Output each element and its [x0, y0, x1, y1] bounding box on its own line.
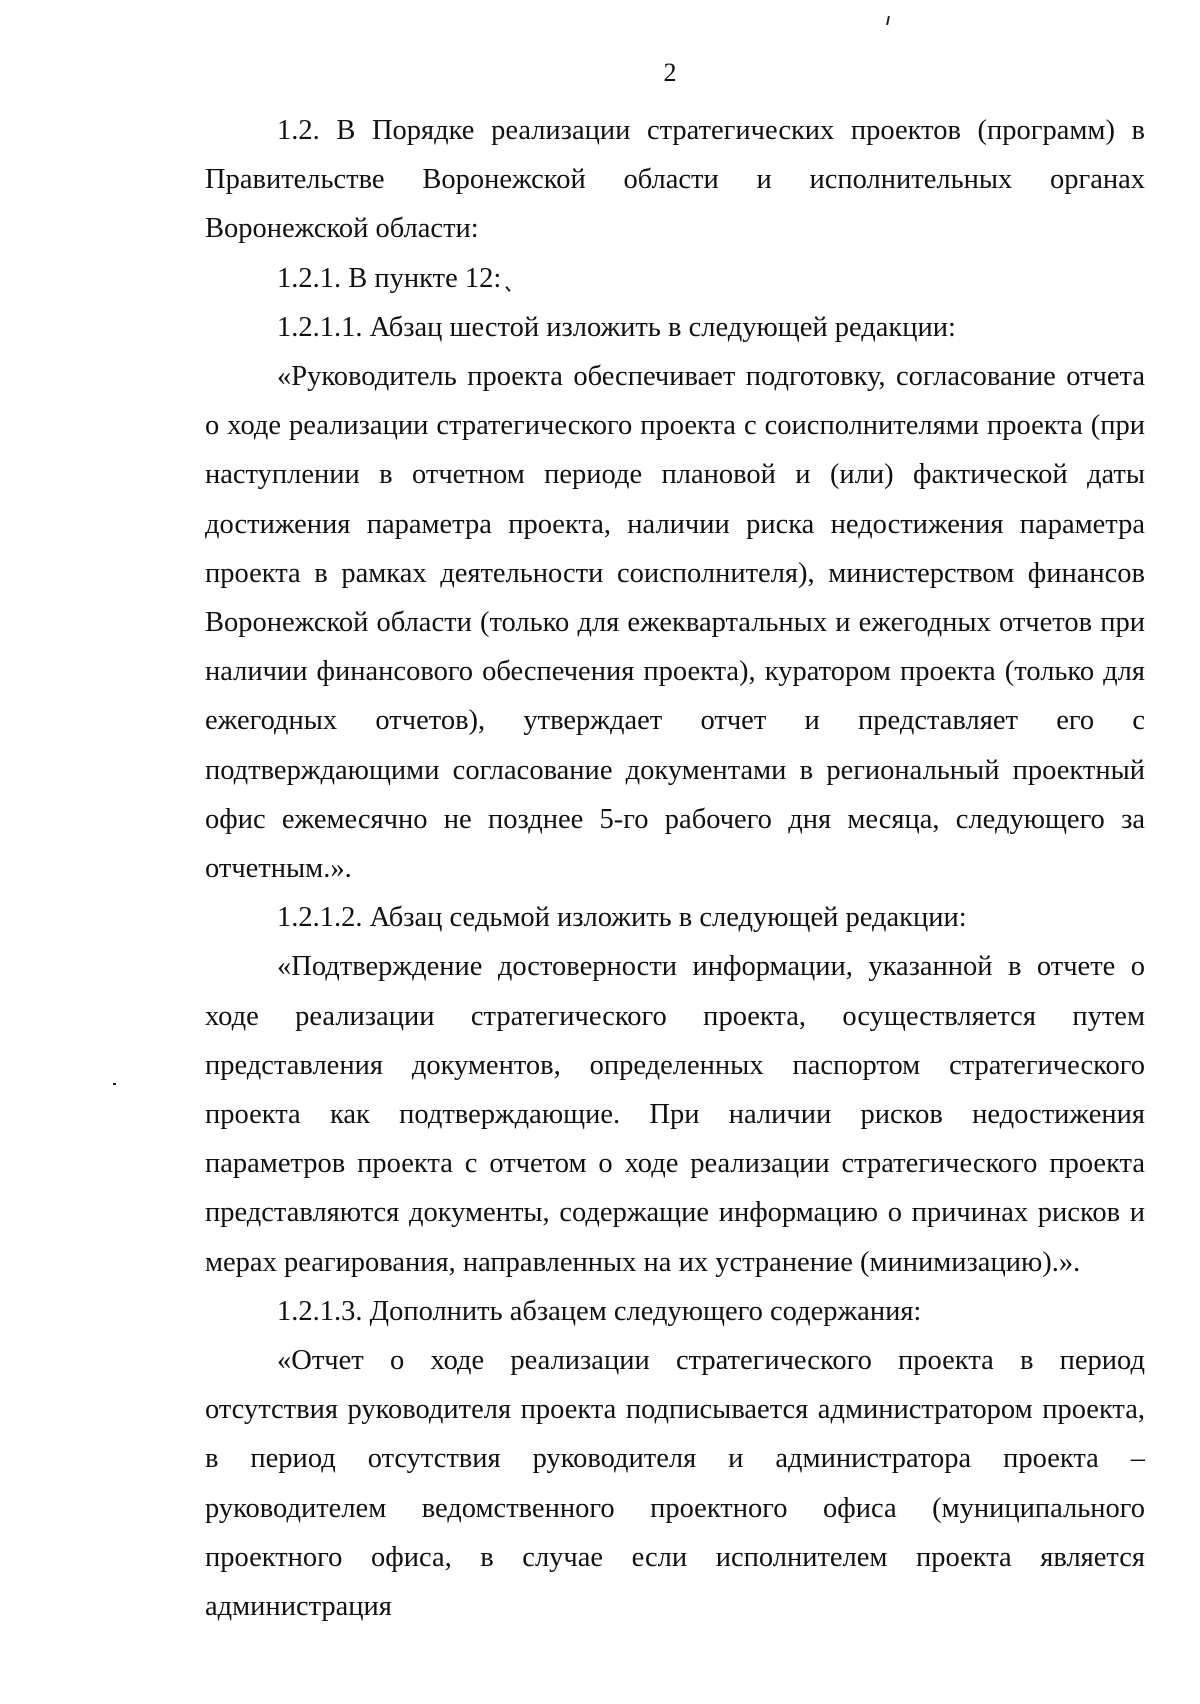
document-body: [205, 106, 1145, 1631]
quoted-paragraph-seventh: «Подтверждение достоверности информации, указанной в отчете о ходе реализации стратегического проекта, осуществляется путем представления документов, определенных паспортом стратегического проекта как подтверждающие. При наличии рисков недостижения параметров проекта с отчетом о ходе реализации стратегического проекта представляются документы, содержащие информацию о причинах рисков и мерах реагирования, направленных на их устранение (минимизацию).».: [205, 951, 1145, 1278]
paragraph-1-2-1-3: 1.2.1.3. Дополнить абзацем следующего содержания:: [277, 1295, 922, 1327]
quoted-paragraph-sixth: «Руководитель проекта обеспечивает подготовку, согласование отчета о ходе реализации стратегического проекта с соисполнителями проекта (при наступлении в отчетном периоде плановой и (или) фактической даты достижения параметра проекта, наличии риска недостижения параметра проекта в рамках деятельности соисполнителя), министерством финансов Воронежской области (только для ежеквартальных и ежегодных отчетов при наличии финансового обеспечения проекта), куратором проекта (только для ежегодных отчетов), утверждает отчет и представляет его с подтверждающими согласование документами в региональный проектный офис ежемесячно не позднее 5-го рабочего дня месяца, следующего за отчетным.».: [205, 361, 1145, 885]
paragraph-1-2-1-1: 1.2.1.1. Абзац шестой изложить в следующей редакции:: [277, 311, 956, 343]
quoted-paragraph-additional: «Отчет о ходе реализации стратегического проекта в период отсутствия руководителя проекта подписывается администратором проекта, в период отсутствия руководителя и администратора проекта – руководителем ведомственного проектного офиса (муниципального проектного офиса, в случае если исполнителем проекта является администрация: [205, 1345, 1145, 1623]
paragraph-1-2-1: 1.2.1. В пункте 12:: [277, 262, 502, 294]
paragraph-1-2: 1.2. В Порядке реализации стратегических проектов (программ) в Правительстве Воронежской области и исполнительных органах Воронежской области:: [205, 115, 1145, 245]
scan-mark-left: [113, 1083, 116, 1085]
page-number: 2: [663, 58, 677, 87]
paragraph-1-2-1-2: 1.2.1.2. Абзац седьмой изложить в следующей редакции:: [277, 902, 967, 934]
scan-mark-top: [886, 16, 890, 25]
